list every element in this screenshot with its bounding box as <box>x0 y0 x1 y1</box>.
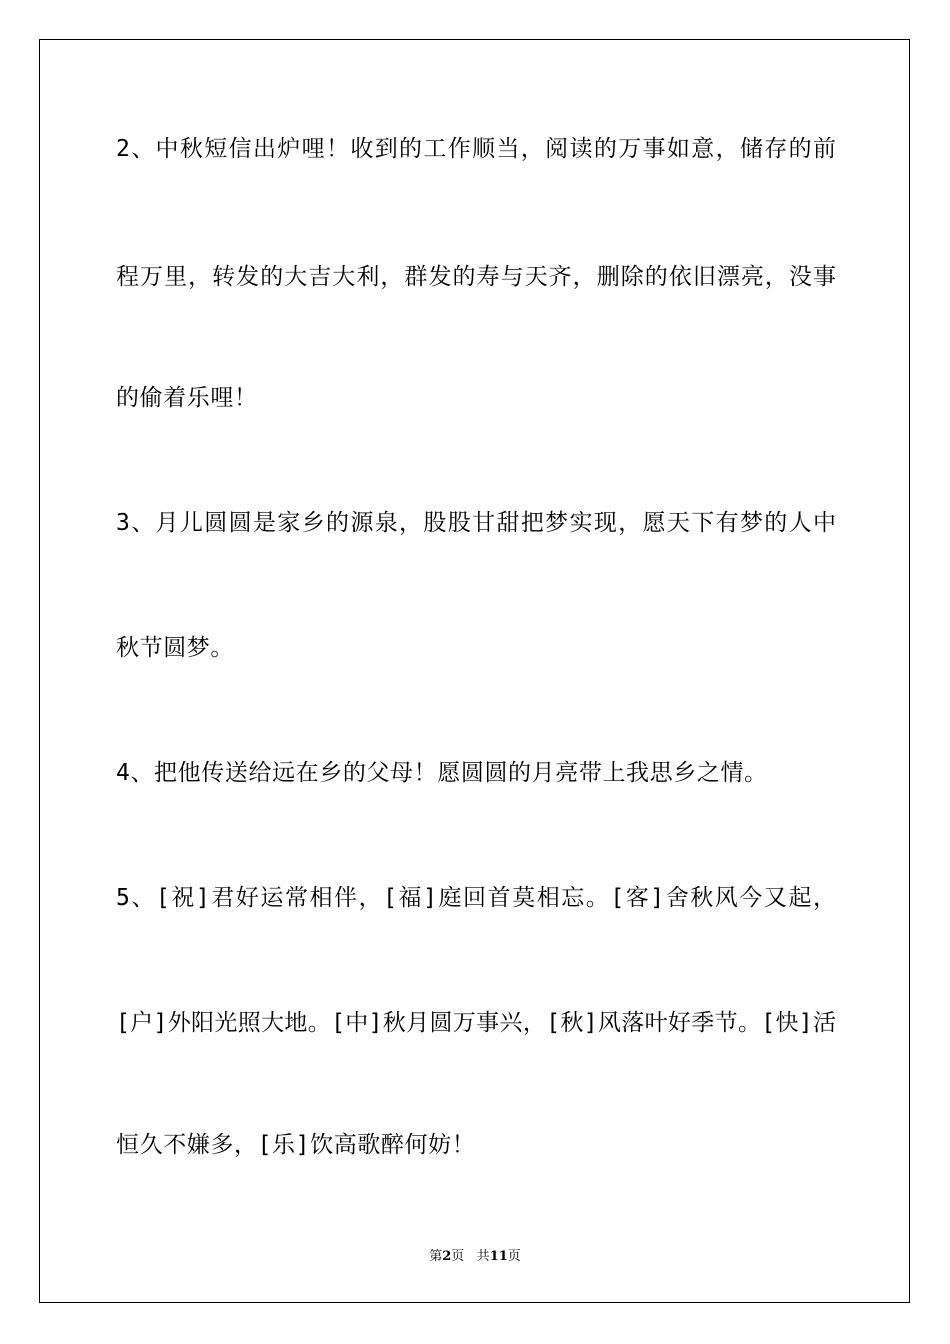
total-suffix: 页 <box>507 1249 521 1264</box>
text-line: 4、把他传送给远在乡的父母！愿圆圆的月亮带上我思乡之情。 <box>116 760 768 786</box>
text-line: 3、月儿圆圆是家乡的源泉，股股甘甜把梦实现，愿天下有梦的人中 <box>116 510 836 536</box>
text-line: 的偷着乐哩！ <box>116 385 258 411</box>
text-line: 秋节圆梦。 <box>116 635 234 661</box>
text-line: 5、[祝]君好运常相伴，[福]庭回首莫相忘。[客]舍秋风今又起， <box>116 885 836 911</box>
page-border <box>39 39 910 1303</box>
text-line: 2、中秋短信出炉哩！收到的工作顺当，阅读的万事如意，储存的前 <box>116 136 836 162</box>
text-line: 程万里，转发的大吉大利，群发的寿与天齐，删除的依旧漂亮，没事 <box>116 264 836 290</box>
total-pages: 11 <box>489 1249 508 1264</box>
page-prefix: 第 <box>429 1249 443 1264</box>
page-footer <box>0 1248 950 1266</box>
page-suffix: 页 <box>451 1249 465 1264</box>
total-prefix: 共 <box>476 1249 490 1264</box>
page-number: 2 <box>442 1249 452 1264</box>
text-line: [户]外阳光照大地。[中]秋月圆万事兴，[秋]风落叶好季节。[快]活 <box>116 1010 836 1036</box>
text-line: 恒久不嫌多，[乐]饮高歌醉何妨！ <box>116 1132 476 1158</box>
